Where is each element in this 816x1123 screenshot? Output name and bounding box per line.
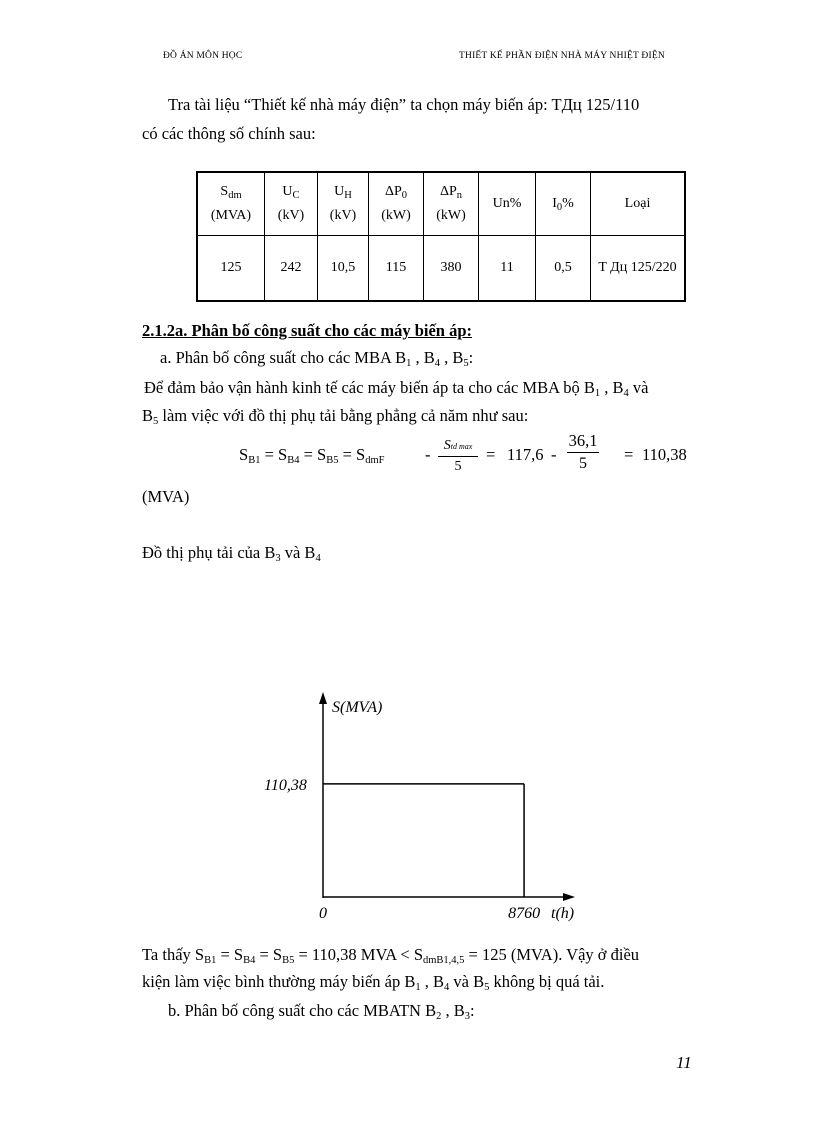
formula-equals-1: = <box>486 445 496 464</box>
col-header-uh: $U_H$ (kV) <box>318 172 369 236</box>
col-header-dpn: $\Delta P_n$ (kW) <box>424 172 479 236</box>
formula-result: 110,38 <box>642 445 687 464</box>
graph-caption: Đồ thị phụ tải của $B_3$ và $B_4$ <box>142 543 321 564</box>
col-header-un: Un% <box>479 172 536 236</box>
formula-minus-1: - <box>425 445 431 464</box>
transformer-specs-table <box>196 171 686 302</box>
table-cell: 115 <box>369 236 424 302</box>
paragraph-line-2: $B_5$ làm việc với đồ thị phụ tải bằng phẳng cả năm như sau: <box>142 406 529 427</box>
x-axis-arrow-icon <box>563 893 575 901</box>
subsection-b: b. Phân bố công suất cho các MBATN $B_2$ , $B_3$: <box>168 1001 475 1022</box>
formula-left: $S_{B1} = S_{B4} = S_{B5} = S_{dmF}$ <box>239 445 385 466</box>
table-cell: 10,5 <box>318 236 369 302</box>
paragraph-line-1: Để đảm bảo vận hành kinh tế các máy biến áp ta cho các MBA bộ $B_1$ , $B_4$ và <box>144 378 649 399</box>
fraction-1: Std max 5 <box>438 437 478 477</box>
conclusion-line-2: kiện làm việc bình thường máy biến áp $B_1$ , $B_4$ và $B_5$ không bị quá tải. <box>142 972 605 993</box>
table-cell: T Дц 125/220 <box>591 236 686 302</box>
table-cell: 380 <box>424 236 479 302</box>
y-axis-arrow-icon <box>319 692 327 704</box>
load-chart <box>250 680 600 930</box>
page-number: 11 <box>676 1053 692 1072</box>
col-header-uc: $U_C$ (kV) <box>265 172 318 236</box>
section-heading: 2.1.2a. Phân bố công suất cho các máy biến áp: <box>142 321 473 340</box>
table-cell: 11 <box>479 236 536 302</box>
col-header-dp0: $\Delta P_0$ (kW) <box>369 172 424 236</box>
table-cell: 125 <box>197 236 265 302</box>
x-tick-label-8760: 8760 <box>508 905 541 922</box>
x-axis-label: t(h) <box>551 905 575 922</box>
intro-line-2: có các thông số chính sau: <box>142 124 316 143</box>
intro-line-1: Tra tài liệu “Thiết kế nhà máy điện” ta chọn máy biến áp: TДц 125/110 <box>168 95 640 114</box>
table-cell: 242 <box>265 236 318 302</box>
fraction-2: 36,1 5 <box>568 431 598 472</box>
col-header-i0: $I_0\%$ <box>536 172 591 236</box>
formula-minus-2: - <box>551 445 557 464</box>
y-axis-label: S(MVA) <box>332 699 383 716</box>
col-header-sdm: $S_{dm}$ (MVA) <box>197 172 265 236</box>
col-header-type: Loại <box>591 172 686 236</box>
formula-equals-2: = <box>624 445 634 464</box>
header-left: ĐỒ ÁN MÔN HỌC <box>163 51 243 61</box>
formula-unit: (MVA) <box>142 487 190 506</box>
conclusion-line-1: Ta thấy $S_{B1} = S_{B4} = S_{B5} = 110,38$ MVA < $S_{dmB1,4,5} = 125$ (MVA). Vậy ở điều <box>142 945 640 966</box>
subsection-a: a. Phân bố công suất cho các MBA $B_1$ , $B_4$ , $B_5$: <box>160 348 474 369</box>
table-cell: 0,5 <box>536 236 591 302</box>
y-tick-label: 110,38 <box>264 776 307 794</box>
x-tick-label-0: 0 <box>319 905 327 922</box>
header-right: THIẾT KẾ PHẦN ĐIỆN NHÀ MÁY NHIỆT ĐIỆN <box>459 51 665 61</box>
formula-value-1: 117,6 <box>507 445 544 464</box>
